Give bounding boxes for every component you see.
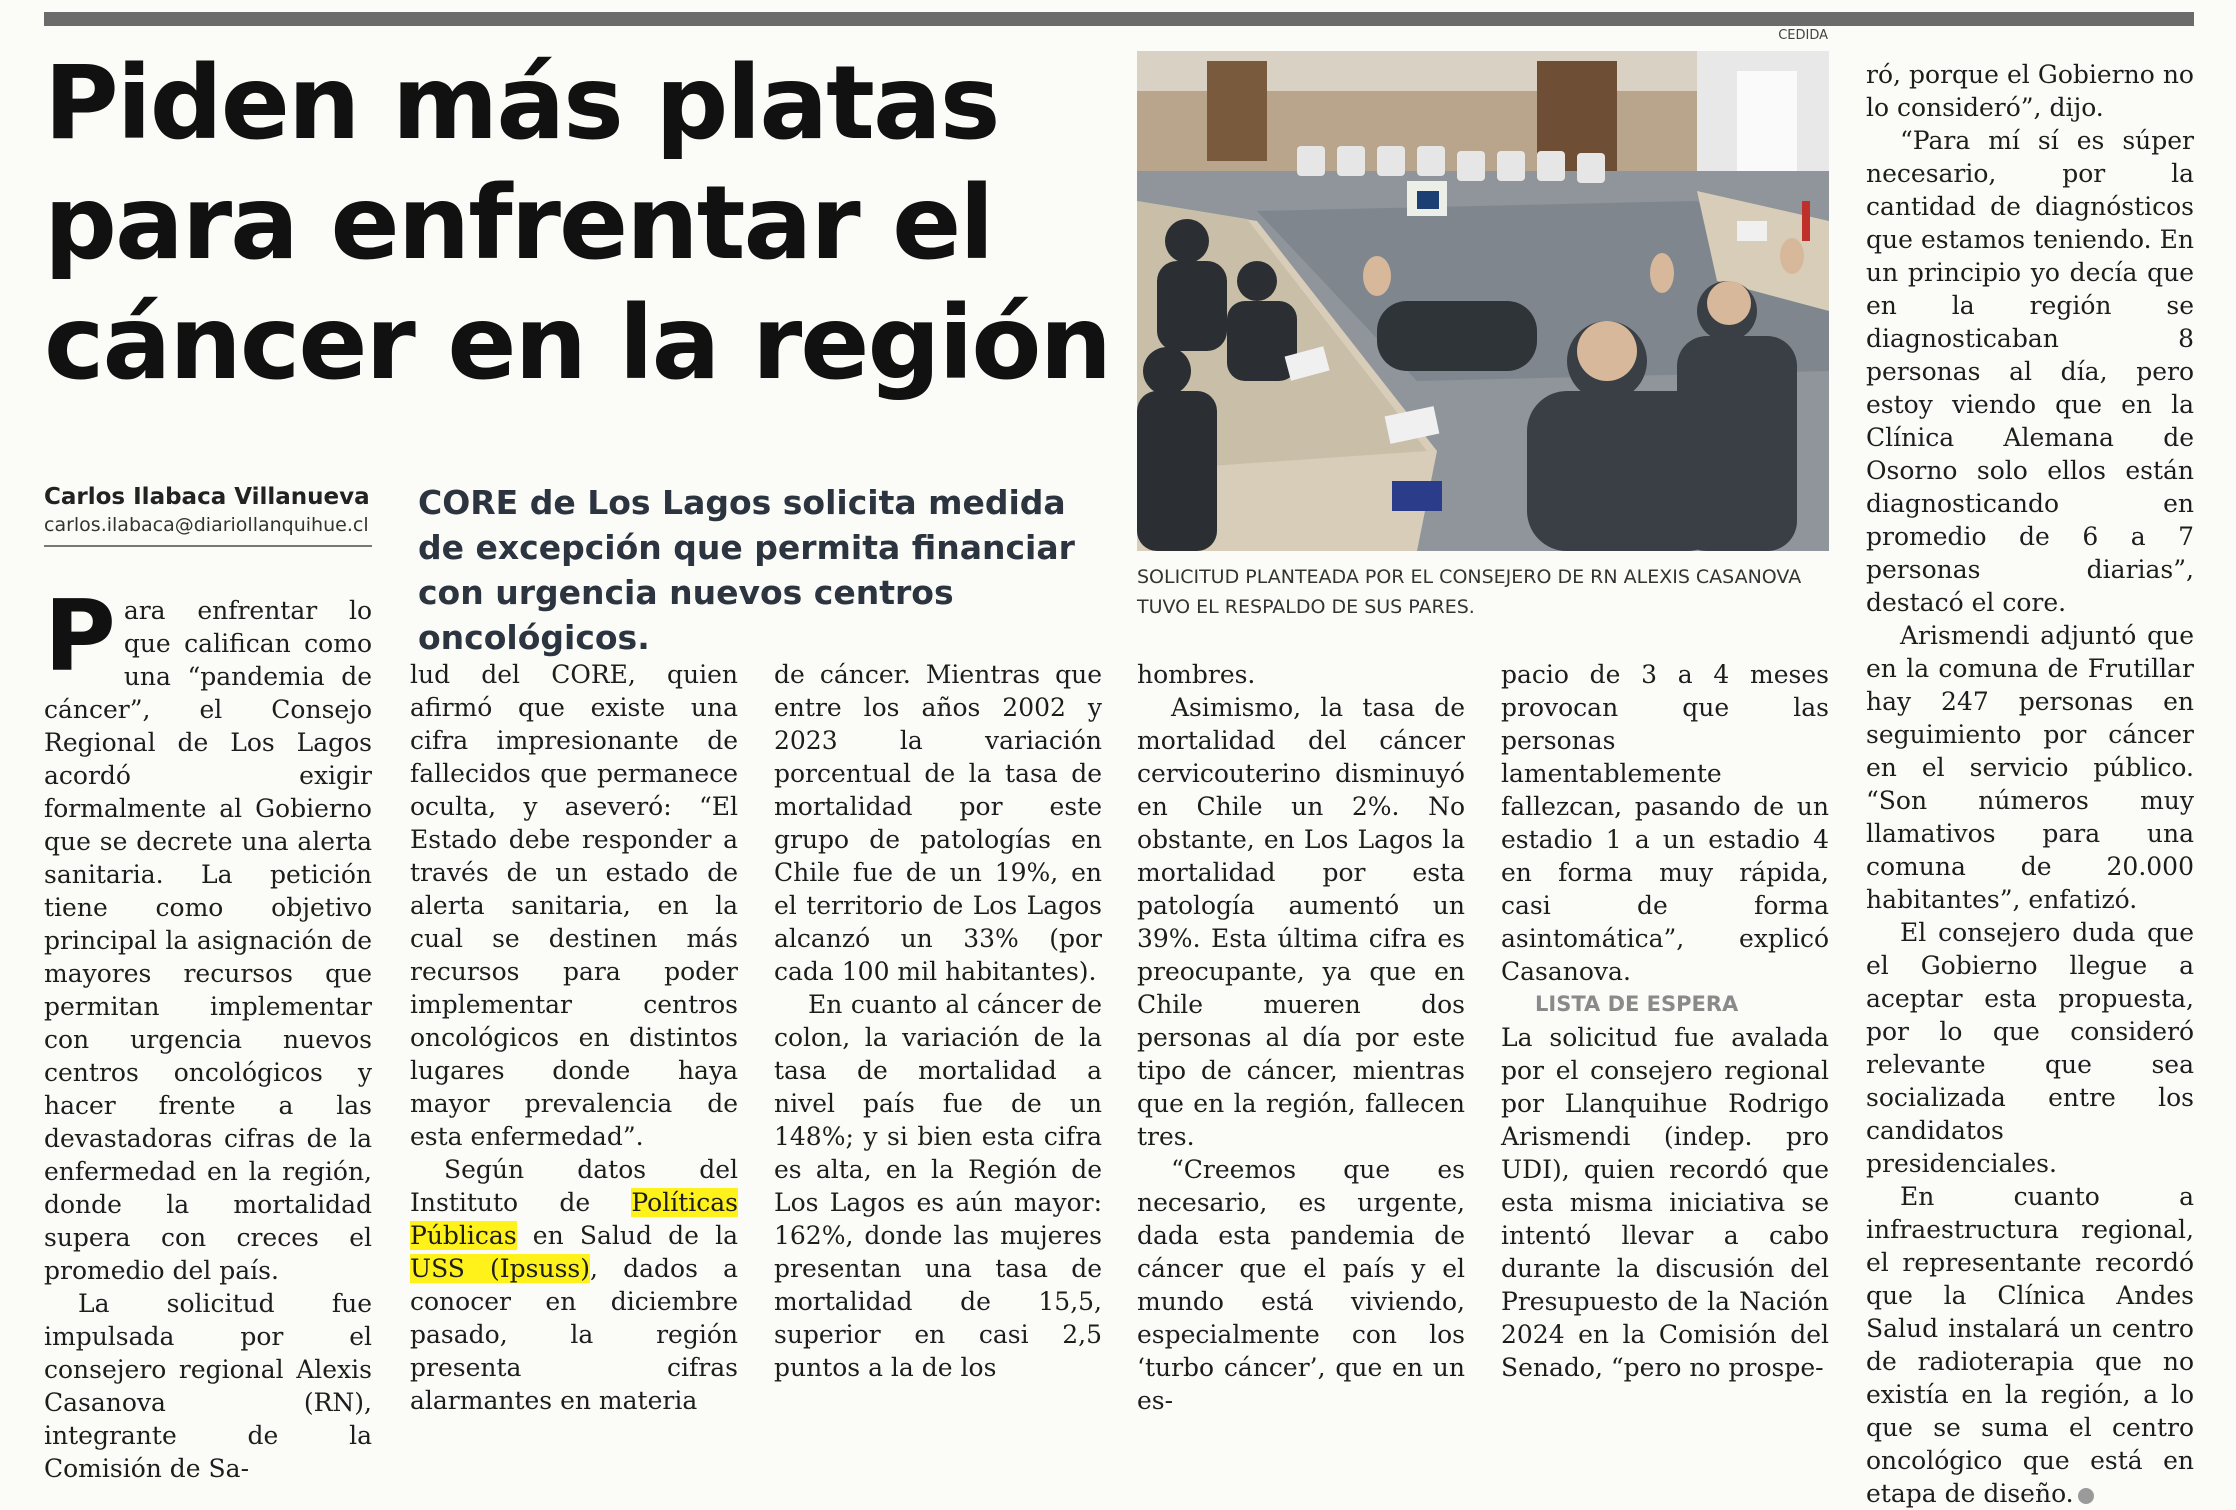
paragraph: pacio de 3 a 4 meses provocan que las personas lamentablemente fallezcan, pasando de un estadio 1 a un estadio 4 en forma muy rápida, casi de forma asintomática”, explicó Casanova. bbox=[1501, 660, 1829, 986]
paragraph-text: En cuanto a infraestructura regional, el representante recordó que la Clínica Andes Salud instalará un centro de radioterapia que no existía en la región, a lo que se suma el centro oncológico que está en etapa de diseño. bbox=[1866, 1182, 2194, 1508]
paragraph: Asimismo, la tasa de mortalidad del cáncer cervicouterino disminuyó en Chile un 2%. No obstante, en Los Lagos la mortalidad por esta patología aumentó un 39%. Esta última cifra es preocupante, ya que en Chile mueren dos personas al día por este tipo de cáncer, mientras que en la región, fallecen tres. bbox=[1137, 693, 1465, 1151]
paragraph: La solicitud fue avalada por el consejero regional por Llanquihue Rodrigo Arismendi (indep. pro UDI), quien recordó que esta misma iniciativa se intentó llevar a cabo durante la discusión del Presupuesto de la Nación 2024 en la Comisión del Senado, “pero no prospe- bbox=[1501, 1023, 1829, 1382]
paragraph bbox=[410, 1153, 738, 1417]
headline: Piden más platas para enfrentar el cáncer en la región bbox=[44, 44, 1111, 403]
paragraph bbox=[44, 580, 372, 1287]
highlighted-text: Políticas Públicas bbox=[410, 1188, 738, 1250]
paragraph: La solicitud fue impulsada por el consejero regional Alexis Casanova (RN), integrante de la Comisión de Sa- bbox=[44, 1289, 372, 1483]
top-rule bbox=[44, 12, 2194, 26]
paragraph-text: ara enfrentar lo que califican como una “pandemia de cáncer”, el Consejo Regional de Los Lagos acordó exigir formalmente al Gobierno que se decrete una alerta sanitaria. La petición tiene como objetivo principal la asignación de mayores recursos que permitan implementar con urgencia nuevos centros oncológicos y hacer frente a las devastadoras cifras de la enfermedad en la región, donde la mortalidad supera con creces el promedio del país. bbox=[44, 596, 372, 1285]
author-name: Carlos Ilabaca Villanueva bbox=[44, 484, 370, 510]
paragraph: ró, porque el Gobierno no lo consideró”, dijo. bbox=[1866, 60, 2194, 122]
paragraph: de cáncer. Mientras que entre los años 2002 y 2023 la variación porcentual de la tasa de mortalidad por este grupo de patologías en Chile fue de un 19%, en el territorio de Los Lagos alcanzó un 33% (por cada 100 mil habitantes). bbox=[774, 660, 1102, 986]
paragraph: lud del CORE, quien afirmó que existe una cifra impresionante de fallecidos que permanece oculta, y aseveró: “El Estado debe responder a través de un estado de alerta sanitaria, en la cual se destinen más recursos para poder implementar centros oncológicos en distintos lugares donde haya mayor prevalencia de esta enfermedad”. bbox=[410, 660, 738, 1151]
paragraph-text: Según datos del Instituto de bbox=[410, 1155, 738, 1217]
paragraph: “Para mí sí es súper necesario, por la cantidad de diagnósticos que estamos teniendo. En un principio yo decía que en la región se diagnosticaban 8 personas al día, pero estoy viendo que en la Clínica Alemana de Osorno solo ellos están diagnosticando en promedio de 6 a 7 personas diarias”, destacó el core. bbox=[1866, 126, 2194, 617]
article-photo bbox=[1137, 51, 1829, 551]
drop-cap: P bbox=[44, 580, 116, 694]
paragraph: El consejero duda que el Gobierno llegue a aceptar esta propuesta, por lo que consideró relevante que sea socializada entre los candidatos presidenciales. bbox=[1866, 918, 2194, 1178]
meeting-photo-illustration bbox=[1137, 51, 1829, 551]
highlighted-text: USS (Ipsuss) bbox=[410, 1254, 591, 1283]
paragraph: “Creemos que es necesario, es urgente, dada esta pandemia de cáncer que el país y el mundo está viviendo, especialmente con los ‘turbo cáncer’, que en un es- bbox=[1137, 1155, 1465, 1415]
paragraph: En cuanto al cáncer de colon, la variación de la tasa de mortalidad a nivel país fue de un 148%; y si bien esta cifra es alta, en la Región de Los Lagos es aún mayor: 162%, donde las mujeres presentan una tasa de mortalidad de 15,5, superior en casi 2,5 puntos a la de los bbox=[774, 990, 1102, 1382]
photo-caption: SOLICITUD PLANTEADA POR EL CONSEJERO DE RN ALEXIS CASANOVA TUVO EL RESPALDO DE SUS PARES. bbox=[1137, 566, 1802, 618]
author-email[interactable]: carlos.ilabaca@diariollanquihue.cl bbox=[44, 514, 369, 536]
article-column-2 bbox=[410, 658, 738, 1417]
paragraph bbox=[1866, 1180, 2194, 1510]
paragraph: hombres. bbox=[1137, 660, 1256, 689]
byline-rule bbox=[44, 545, 372, 547]
section-subhead: LISTA DE ESPERA bbox=[1535, 992, 1739, 1016]
article-column-3 bbox=[774, 658, 1102, 1384]
byline bbox=[44, 482, 374, 538]
article-column-6 bbox=[1866, 58, 2194, 1510]
paragraph-text: , dados a conocer en diciembre pasado, la región presenta cifras alarmantes en materia bbox=[410, 1254, 738, 1415]
article-column-1 bbox=[44, 580, 372, 1485]
photo-credit: CEDIDA bbox=[1778, 28, 1828, 43]
paragraph: Arismendi adjuntó que en la comuna de Frutillar hay 247 personas en seguimiento por cáncer en el servicio público. “Son números muy llamativos para una comuna de 20.000 habitantes”, enfatizó. bbox=[1866, 621, 2194, 914]
article-column-5 bbox=[1501, 658, 1829, 1384]
deck-subtitle: CORE de Los Lagos solicita medida de excepción que permita financiar con urgencia nuevos centros oncológicos. bbox=[418, 483, 1075, 657]
paragraph-text: en Salud de la bbox=[516, 1221, 738, 1250]
article-column-4 bbox=[1137, 658, 1465, 1417]
end-mark-icon bbox=[2078, 1488, 2094, 1504]
